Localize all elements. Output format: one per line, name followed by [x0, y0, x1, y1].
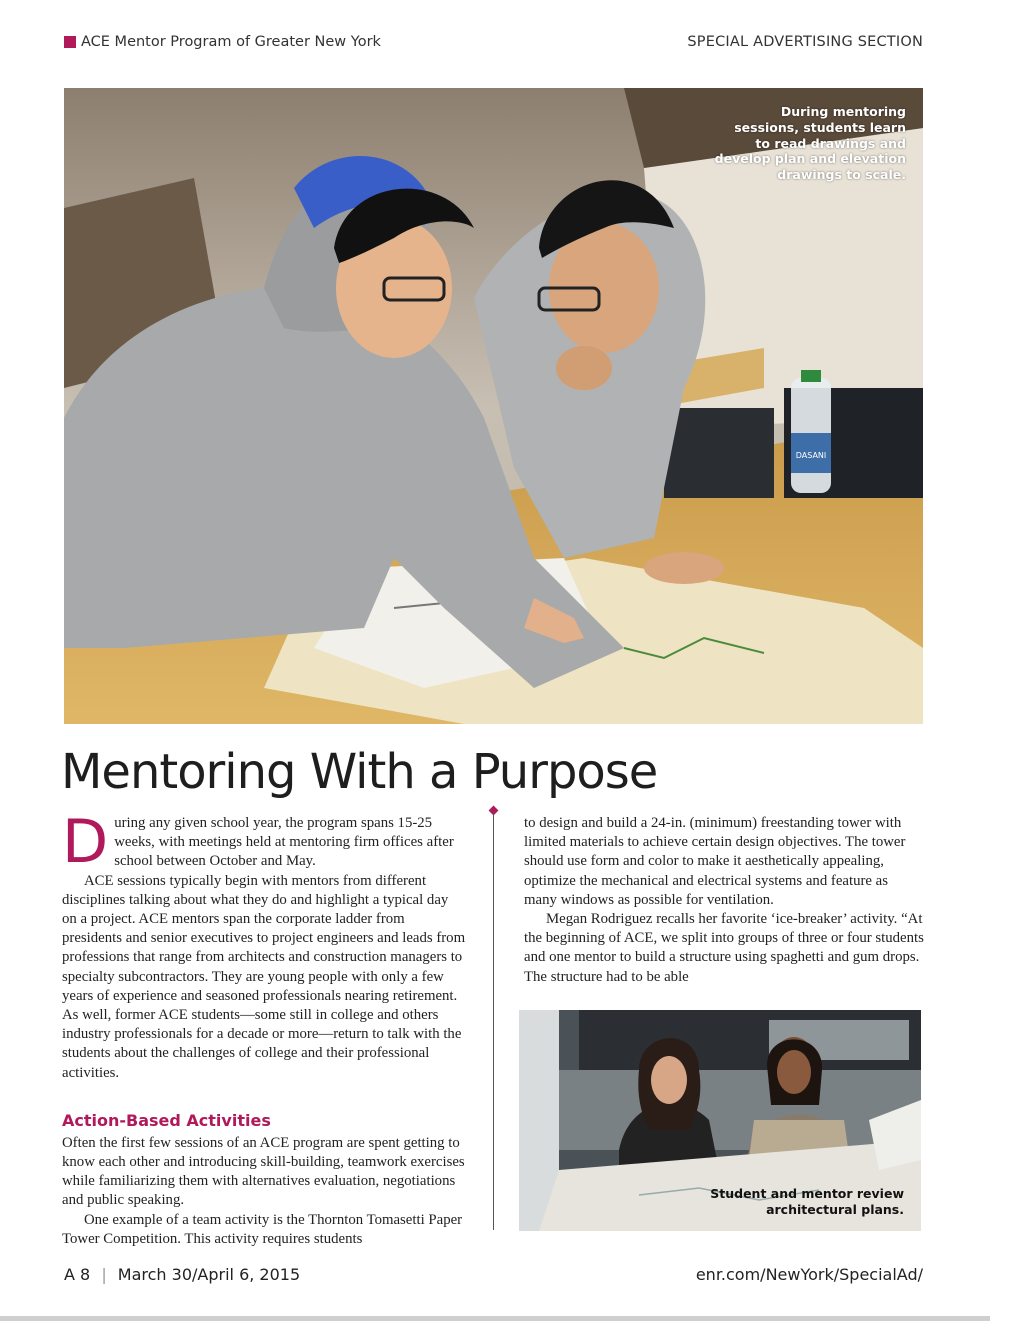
hero-photo-illustration	[64, 88, 923, 724]
hero-photo	[64, 88, 923, 724]
accent-square-icon	[64, 36, 76, 48]
issue-date: March 30/April 6, 2015	[117, 1265, 301, 1284]
column-divider	[493, 812, 494, 1230]
hero-caption: During mentoring sessions, students learn to read drawings and develop plan and elevation drawings to scale.	[714, 104, 906, 183]
page-number: A 8	[64, 1265, 91, 1284]
body-paragraph: to design and build a 24-in. (minimum) freestanding tower with limited materials to achieve certain design objectives. The tower should use form and color to make it aesthetically appealing, optimize the mechanical and electrical systems and feature as many windows as possible for ventilation.	[524, 815, 906, 908]
section-label	[64, 34, 381, 50]
body-paragraph: Megan Rodriguez recalls her favorite ‘ice-breaker’ activity. “At the beginning of ACE, we split into groups of three or four students and one mentor to build a structure using spaghetti and gum drops. The structure had to be able	[524, 911, 924, 985]
body-paragraph: Often the first few sessions of an ACE program are spent getting to know each other and introducing skill-building, teamwork exercises while familiarizing them with alternatives evaluation, negotiations and public speaking.	[62, 1134, 465, 1209]
right-column	[524, 814, 924, 987]
secondary-photo	[519, 1010, 921, 1231]
program-name: ACE Mentor Program of Greater New York	[81, 34, 381, 50]
page-footer-left	[64, 1265, 300, 1284]
body-paragraph: One example of a team activity is the Thornton Tomasetti Paper Tower Competition. This activity requires students	[62, 1211, 463, 1247]
article-headline: Mentoring With a Purpose	[61, 744, 658, 800]
footer-url: enr.com/NewYork/SpecialAd/	[695, 1265, 923, 1284]
body-paragraph: ACE sessions typically begin with mentors from different disciplines talking about what they do and highlight a typical day on a project. ACE mentors span the corporate ladder from presidents and senior executives to project engineers and leads from professions that range from architects and construction managers to specialty subcontractors. They are young people with only a few years of experience and seasoned professionals nearing retirement. As well, former ACE students—some still in college and others industry professionals for a decade or more—return to talk with the students about the challenges of college and their professional activities.	[62, 872, 466, 1081]
drop-cap: D	[62, 807, 109, 877]
secondary-photo-caption: Student and mentor review architectural plans.	[710, 1186, 904, 1217]
left-column	[62, 807, 466, 1249]
bottle-label: DASANI	[795, 451, 827, 460]
page-bottom-edge	[0, 1316, 990, 1321]
intro-paragraph: During any given school year, the program spans 15-25 weeks, with meetings held at mentoring firm offices after school between October and May.	[62, 807, 454, 877]
advertising-label: SPECIAL ADVERTISING SECTION	[687, 34, 923, 50]
footer-separator: |	[101, 1265, 107, 1284]
section-subhead: Action-Based Activities	[62, 1110, 271, 1130]
